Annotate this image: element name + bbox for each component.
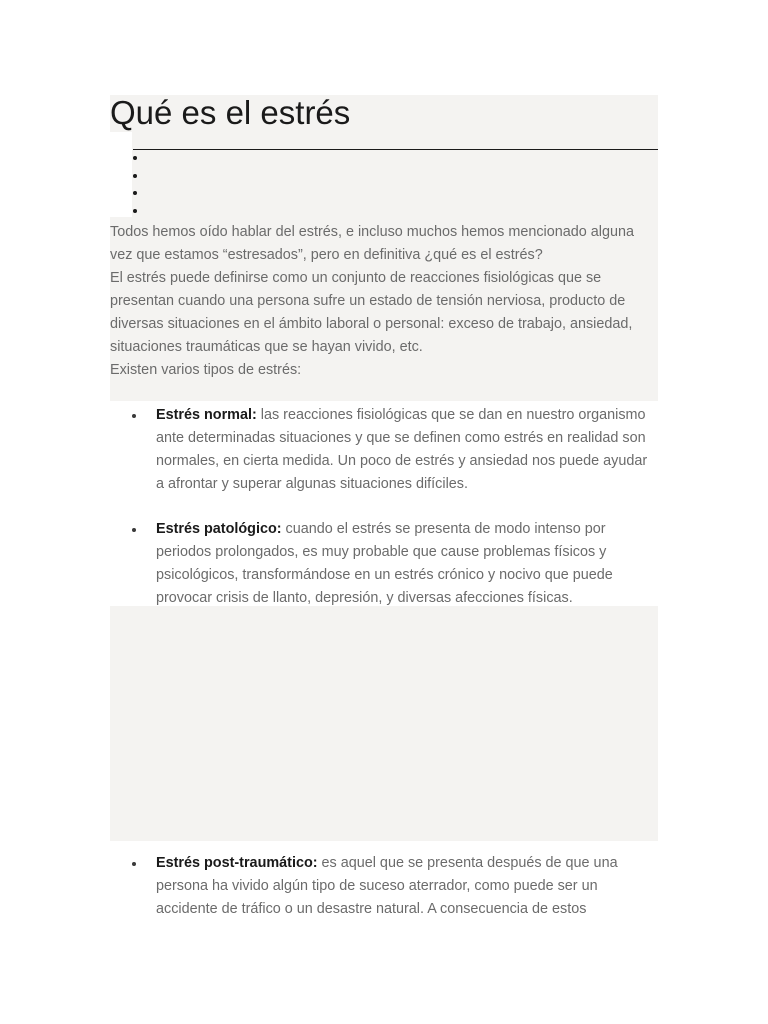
stress-type-item-normal bbox=[110, 404, 658, 496]
intro-text bbox=[110, 221, 658, 382]
title-divider bbox=[133, 149, 658, 150]
stress-type-item-pathological bbox=[110, 518, 658, 610]
intro-paragraph: Todos hemos oído hablar del estrés, e incluso muchos hemos mencionado alguna vez que estamos “estresados”, pero en definitiva ¿qué es el estrés? bbox=[110, 224, 634, 263]
intro-paragraph: Existen varios tipos de estrés: bbox=[110, 362, 302, 378]
stress-type-list bbox=[110, 404, 658, 496]
image-placeholder-panel bbox=[110, 606, 658, 841]
title-gap-strip bbox=[110, 132, 132, 217]
intro-paragraph: El estrés puede definirse como un conjunto de reacciones fisiológicas que se presentan cuando una persona sufre un estado de tensión nerviosa, producto de diversas situaciones en el ámbito laboral o personal: exceso de trabajo, ansiedad, situaciones traumáticas que se hayan vivido, etc. bbox=[110, 270, 633, 355]
page-title: Qué es el estrés bbox=[110, 94, 351, 131]
stress-type-term: Estrés normal: bbox=[156, 407, 257, 423]
stress-type-term: Estrés patológico: bbox=[156, 521, 282, 537]
stress-type-item-post-traumatic bbox=[110, 852, 658, 921]
stress-type-description: es aquel que se presenta después de que una persona ha vivido algún tipo de suceso aterrador, como puede ser un accidente de tráfico o un desastre natural. A consecuencia de estos bbox=[156, 855, 618, 917]
stress-type-description: cuando el estrés se presenta de modo intenso por periodos prolongados, es muy probable que cause problemas físicos y psicológicos, transformándose en un estrés crónico y nocivo que puede provocar crisis de llanto, depresión, y diversas afecciones físicas. bbox=[156, 521, 613, 606]
stress-type-term: Estrés post-traumático: bbox=[156, 855, 318, 871]
stress-type-list bbox=[110, 852, 658, 921]
stress-type-list bbox=[110, 518, 658, 610]
stress-type-description: las reacciones fisiológicas que se dan en nuestro organismo ante determinadas situaciones y que se definen como estrés en realidad son normales, en cierta medida. Un poco de estrés y ansiedad nos puede ayudar a afrontar y superar algunas situaciones difíciles. bbox=[156, 407, 648, 492]
